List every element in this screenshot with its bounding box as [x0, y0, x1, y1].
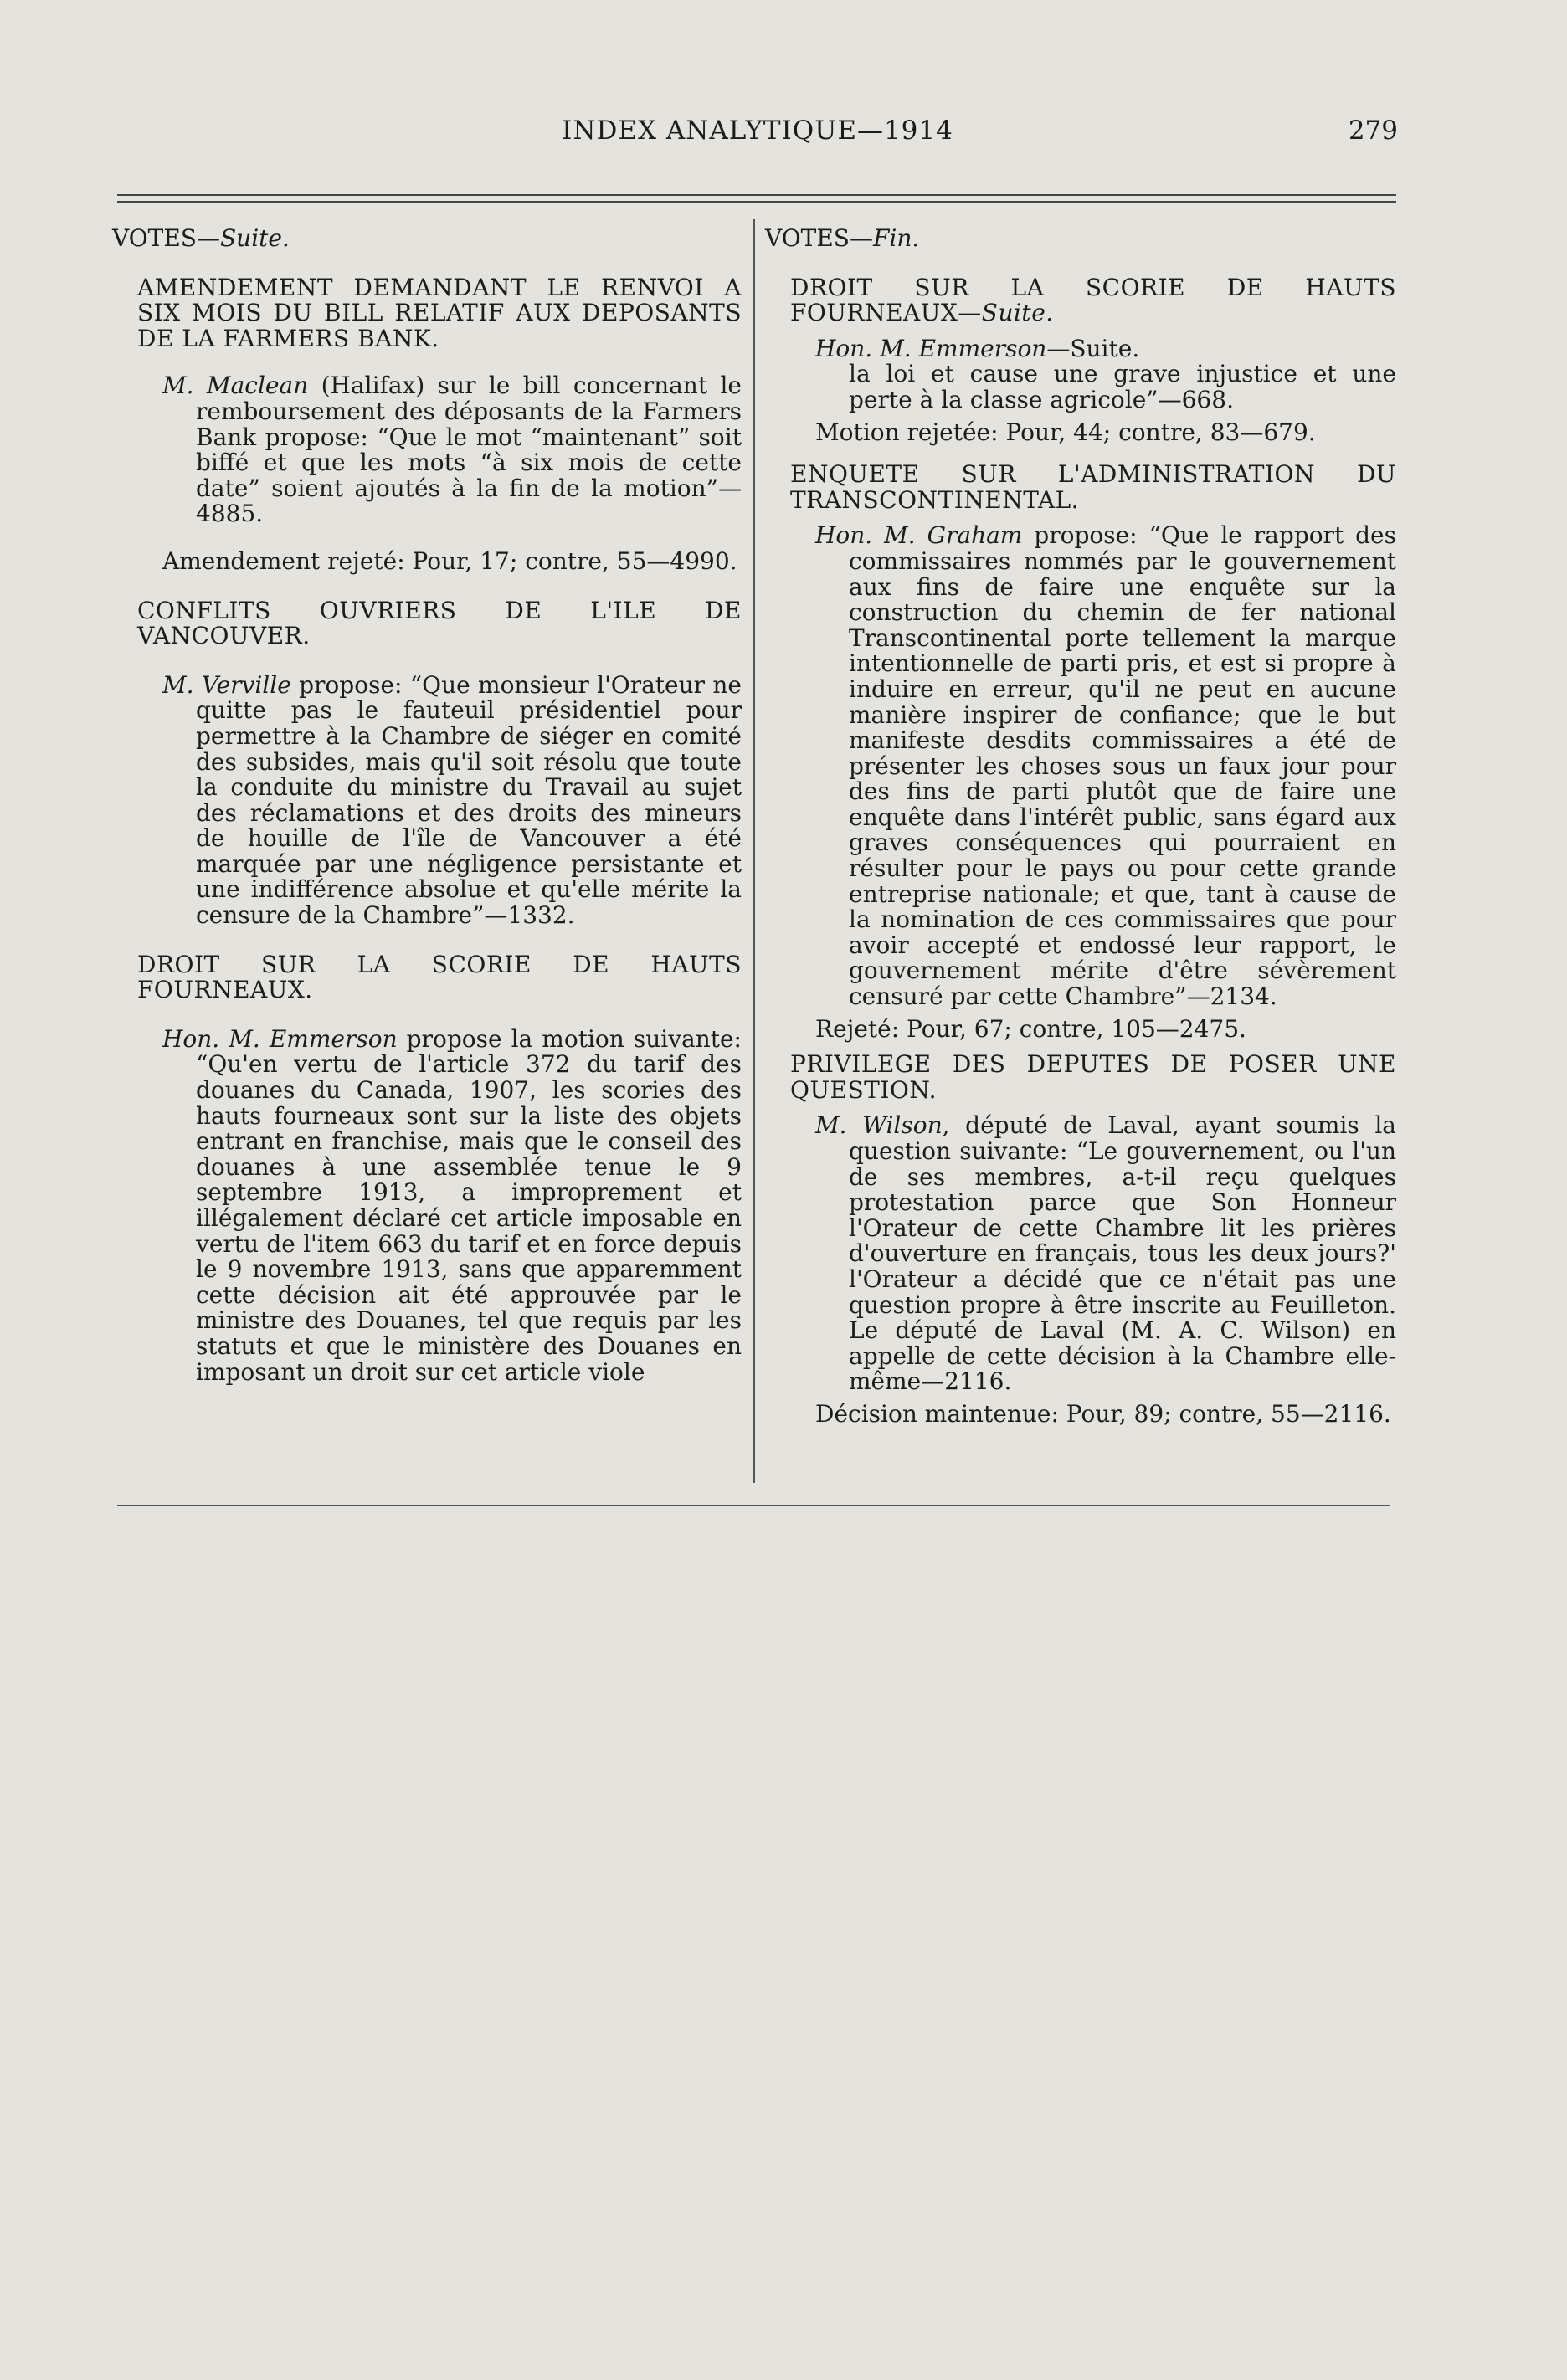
section-label: VOTES—Fin. — [765, 224, 920, 252]
header-rule — [117, 194, 1396, 196]
vote-result: Décision maintenue: Pour, 89; contre, 55—2116. — [815, 1399, 1391, 1428]
vote-result: Rejeté: Pour, 67; contre, 105—2475. — [815, 1014, 1246, 1043]
entry-text: M. Maclean (Halifax) sur le bill concernant le remboursement des déposants de la Farmers Bank propose: “Que le mot “maintenant” soit biffé et que les mots “à six mois de cette date” soient ajoutés à la fin de la motion”—4885. — [162, 372, 742, 528]
header-rule-second — [117, 201, 1396, 203]
vote-result: Motion rejetée: Pour, 44; contre, 83—679. — [815, 418, 1316, 446]
speaker-name: M. Maclean — [162, 372, 309, 400]
entry-heading: ENQUETE SUR L'ADMINISTRATION DU TRANSCONTINENTAL. — [790, 460, 1396, 514]
entry-heading: PRIVILEGE DES DEPUTES DE POSER UNE QUESTION. — [790, 1050, 1396, 1104]
right-column — [765, 226, 1396, 1428]
vote-result: Amendement rejeté: Pour, 17; contre, 55—4990. — [162, 546, 737, 575]
entry-heading: AMENDEMENT DEMANDANT LE RENVOI A SIX MOIS DU BILL RELATIF AUX DEPOSANTS DE LA FARMERS BANK. — [137, 273, 742, 352]
running-title: INDEX ANALYTIQUE—1914 — [562, 115, 953, 146]
speaker-name: Hon. M. Graham — [815, 521, 1023, 550]
entry-heading: CONFLITS OUVRIERS DE L'ILE DE VANCOUVER. — [137, 596, 742, 650]
speaker-name: Hon. M. Emmerson — [162, 1024, 398, 1053]
page-header — [117, 115, 1398, 157]
entry-text: Hon. M. Graham propose: “Que le rapport des commissaires nommés par le gouvernement aux fins de faire une enquête sur la construction du chemin de fer national Transcontinental porte tellement la marque intentionnelle de parti pris, et est si propre à induire en erreur, qu'il ne peut en aucune manière inspirer de confiance; que le but manifeste desdits commissaires a été de présenter les choses sous un faux jour pour des fins de parti plutôt que de faire une enquête dans l'intérêt public, sans égard aux graves conséquences qui pourraient en résulter pour le pays ou pour cette grande entreprise nationale; et que, tant à cause de la nomination de ces commissaires que pour avoir accepté et endossé leur rapport, le gouvernement mérite d'être sévèrement censuré par cette Chambre”—2134. — [815, 521, 1396, 1011]
speaker-name: M. Wilson — [815, 1111, 943, 1140]
speaker-name: M. Verville — [162, 670, 291, 699]
page-number: 279 — [1348, 115, 1398, 146]
left-column — [112, 226, 742, 1385]
footer-rule — [117, 1505, 1390, 1506]
entry-text: M. Wilson, député de Laval, ayant soumis la question suivante: “Le gouvernement, ou l'un de ses membres, a-t-il reçu quelques protestation parce que Son Honneur l'Orateur de cette Chambre lit les prières d'ouverture en français, tous les deux jours?' l'Orateur a décidé que ce n'était pas une question propre à être inscrite au Feuilleton. Le député de Laval (M. A. C. Wilson) en appelle de cette décision à la Chambre elle-même—2116. — [815, 1111, 1396, 1396]
column-divider — [753, 219, 755, 1483]
speaker-name: Hon. M. Emmerson — [815, 334, 1047, 362]
entry-text: M. Verville propose: “Que monsieur l'Orateur ne quitte pas le fauteuil présidentiel pour permettre à la Chambre de siéger en comité des subsides, mais qu'il soit résolu que toute la conduite du ministre du Travail au sujet des réclamations et des droits des mineurs de houille de l'île de Vancouver a été marquée par une négligence persistante et une indifférence absolue et qu'elle mérite la censure de la Chambre”—1332. — [162, 670, 742, 930]
entry-text: Hon. M. Emmerson—Suite. — [815, 334, 1140, 362]
entry-heading: DROIT SUR LA SCORIE DE HAUTS FOURNEAUX. — [137, 950, 742, 1004]
section-label: VOTES—Suite. — [112, 224, 290, 252]
entry-text-continued: la loi et cause une grave injustice et une perte à la classe agricole”—668. — [849, 360, 1396, 413]
entry-text: Hon. M. Emmerson propose la motion suivante: “Qu'en vertu de l'article 372 du tarif des douanes du Canada, 1907, les scories des hauts fourneaux sont sur la liste des objets entrant en franchise, mais que le conseil des douanes à une assemblée tenue le 9 septembre 1913, a improprement et illégalement déclaré cet article imposable en vertu de l'item 663 du tarif et en force depuis le 9 novembre 1913, sans que apparemment cette décision ait été approuvée par le ministre des Douanes, tel que requis par les statuts et que le ministère des Douanes en imposant un droit sur cet article viole — [162, 1024, 742, 1386]
entry-heading: DROIT SUR LA SCORIE DE HAUTS FOURNEAUX—Suite. — [790, 273, 1396, 327]
